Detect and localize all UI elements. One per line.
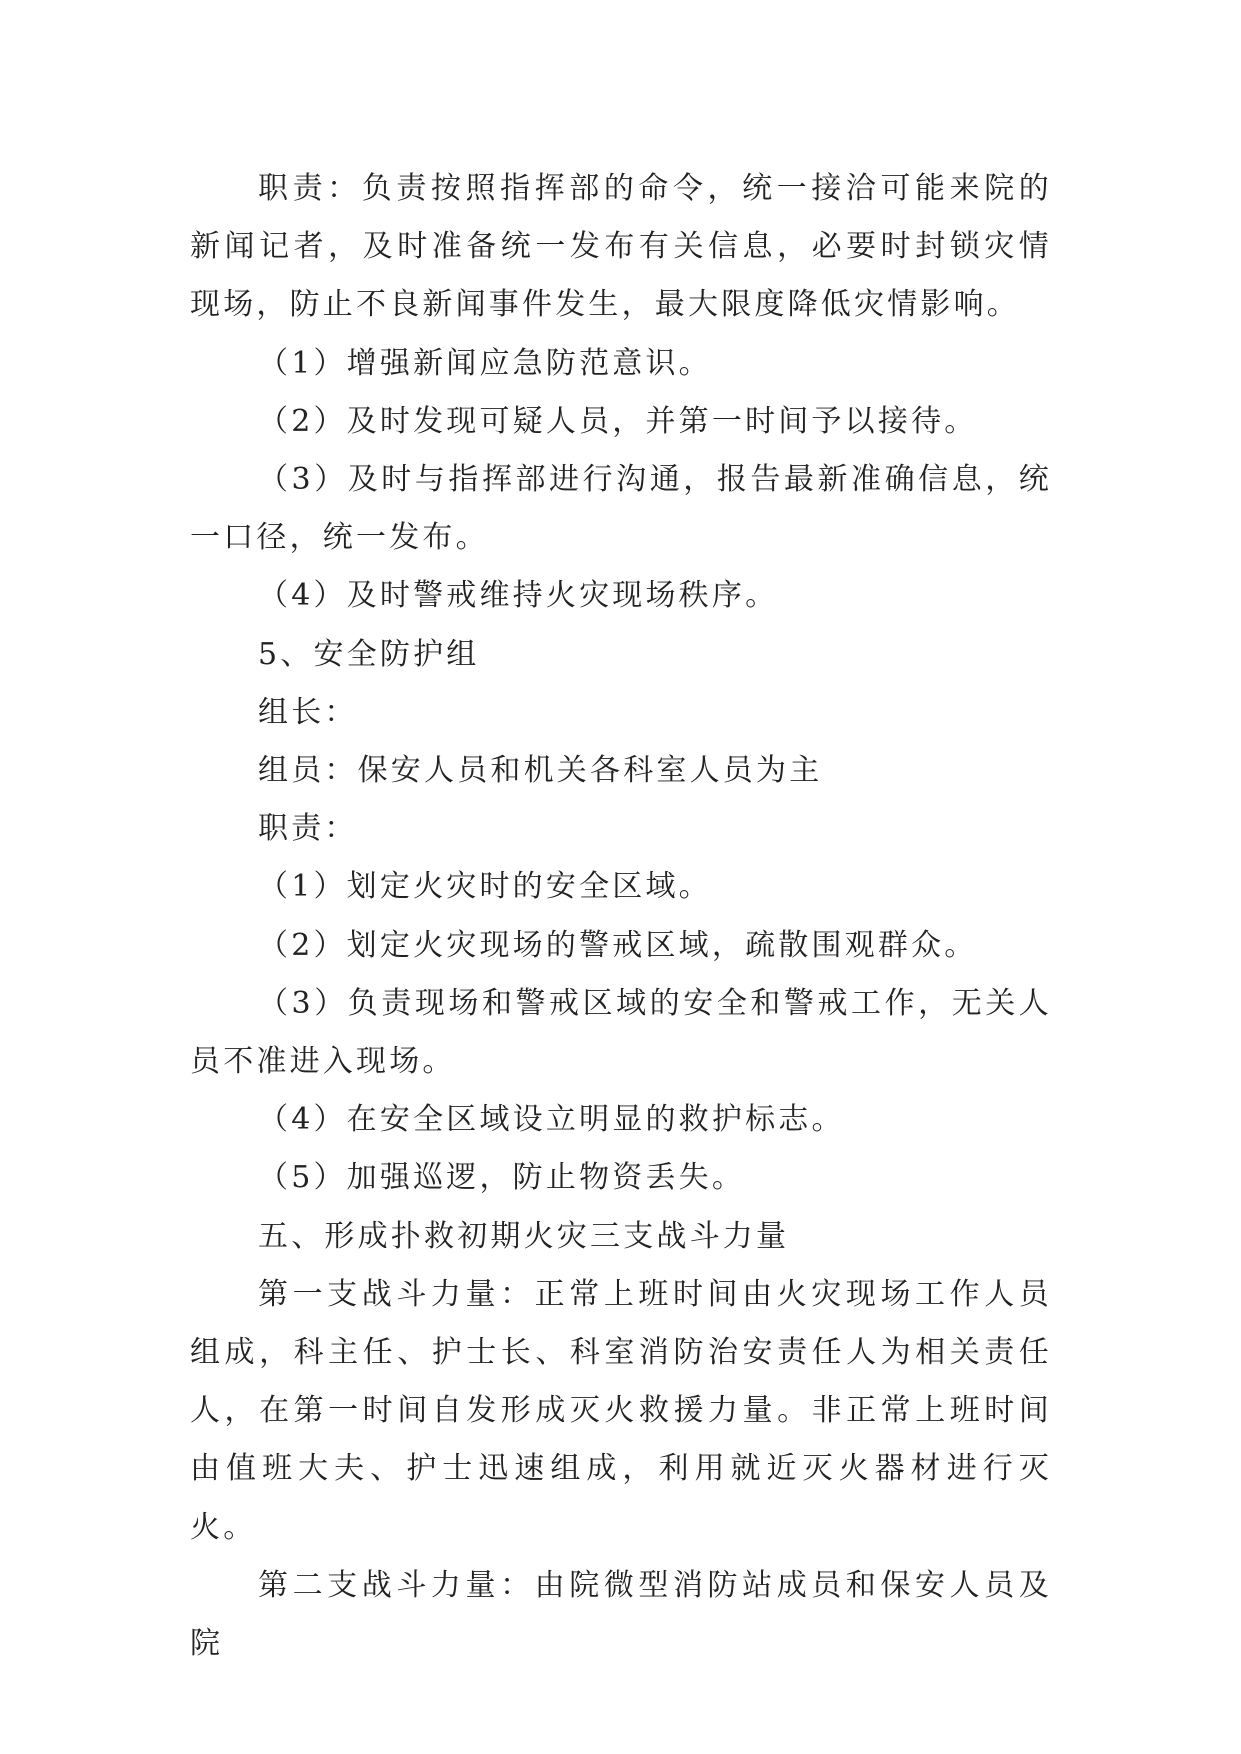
document-page bbox=[190, 160, 1052, 1673]
section-heading-five: 五、形成扑救初期火灾三支战斗力量 bbox=[258, 1218, 790, 1254]
group-leader-line: 组长： bbox=[258, 694, 358, 730]
list-item-safety-4: （4）在安全区域设立明显的救护标志。 bbox=[258, 1102, 845, 1138]
list-item-press-1: （1）增强新闻应急防范意识。 bbox=[258, 345, 712, 381]
list-item-safety-5: （5）加强巡逻，防止物资丢失。 bbox=[258, 1160, 746, 1196]
paragraph-press-duties: 职责：负责按照指挥部的命令，统一接洽可能来院的新闻记者，及时准备统一发布有关信息，必要时封锁灾情现场，防止不良新闻事件发生，最大限度降低灾情影响。 bbox=[190, 171, 1052, 323]
list-item-press-2: （2）及时发现可疑人员，并第一时间予以接待。 bbox=[258, 403, 978, 439]
duties-label: 职责： bbox=[258, 811, 358, 847]
paragraph-second-force: 第二支战斗力量：由院微型消防站成员和保安人员及院 bbox=[190, 1567, 1052, 1662]
list-item-press-3: （3）及时与指挥部进行沟通，报告最新准确信息，统一口径，统一发布。 bbox=[190, 462, 1052, 556]
list-item-press-4: （4）及时警戒维持火灾现场秩序。 bbox=[258, 578, 779, 614]
list-item-safety-1: （1）划定火灾时的安全区域。 bbox=[258, 869, 712, 905]
paragraph-first-force: 第一支战斗力量：正常上班时间由火灾现场工作人员组成，科主任、护士长、科室消防治安责任人为相关责任人，在第一时间自发形成灭火救援力量。非正常上班时间由值班大夫、护士迅速组成，利用就近灭火器材进行灭火。 bbox=[190, 1276, 1052, 1545]
section-heading-safety-group: 5、安全防护组 bbox=[258, 636, 480, 672]
list-item-safety-3: （3）负责现场和警戒区域的安全和警戒工作，无关人员不准进入现场。 bbox=[190, 985, 1052, 1080]
list-item-safety-2: （2）划定火灾现场的警戒区域，疏散围观群众。 bbox=[258, 927, 978, 963]
group-members-line: 组员：保安人员和机关各科室人员为主 bbox=[258, 753, 823, 789]
